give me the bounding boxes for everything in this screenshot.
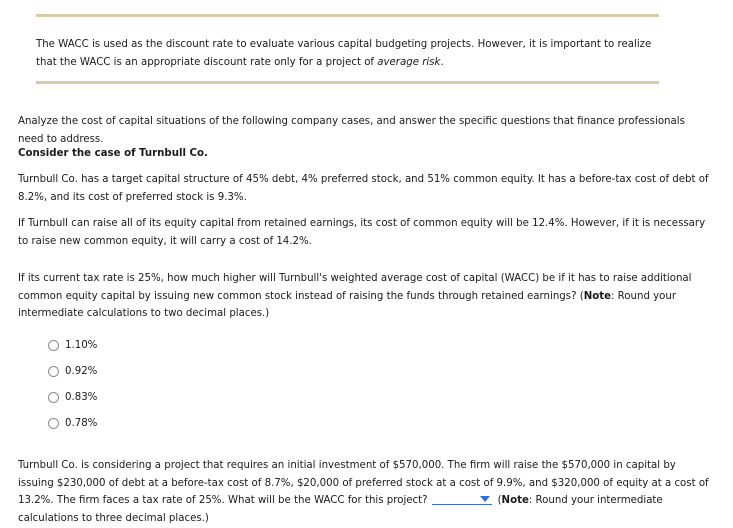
answer-option-label: 0.92% [65,365,98,377]
wacc-answer-dropdown[interactable] [432,493,492,505]
answer-option-1[interactable] [48,338,97,352]
dropdown-arrow-icon[interactable] [480,496,490,502]
note-bottom-rule [36,81,659,84]
radio-button[interactable] [48,340,59,351]
answer-option-label: 1.10% [65,339,98,351]
answer-option-2[interactable] [48,364,97,378]
case-paragraph-equity-cost: If Turnbull can raise all of its equity capital from retained earnings, its cost of common equity will be 12.4%. However, if it is necessary to raise new common equity, it will carry a cost of 14.2%. [18,218,706,247]
answer-option-3[interactable] [48,390,97,404]
wacc-note-text: The WACC is used as the discount rate to evaluate various capital budgeting projects. However, it is important to realize that the WACC is an appropriate discount rate only for a project of average risk. [36,39,652,68]
answer-option-4[interactable] [48,416,97,430]
answer-option-label: 0.83% [65,391,98,403]
note-top-rule [36,14,659,17]
info-note-box [36,14,659,86]
case-heading: Consider the case of Turnbull Co. [18,148,208,159]
question-project-wacc: Turnbull Co. is considering a project that requires an initial investment of $570,000. The firm will raise the $570,000 in capital by issuing $230,000 of debt at a before-tax cost of 8.7%, $20,000 of preferred stock at a cost of 9.9%, and $320,000 of equity at a cost of 13.2%. The firm faces a tax rate of 25%. What will be the WACC for this project? (Note: Round your intermediate calculations to three decimal places.) [18,460,709,524]
radio-button[interactable] [48,392,59,403]
radio-button[interactable] [48,418,59,429]
radio-button[interactable] [48,366,59,377]
answer-option-label: 0.78% [65,417,98,429]
case-paragraph-capital-structure: Turnbull Co. has a target capital structure of 45% debt, 4% preferred stock, and 51% common equity. It has a before-tax cost of debt of 8.2%, and its cost of preferred stock is 9.3%. [18,174,709,203]
average-risk-emphasis: average risk [377,56,441,68]
instructions-text: Analyze the cost of capital situations of the following company cases, and answer the specific questions that finance professionals need to address. [18,116,685,145]
question-wacc-difference: If its current tax rate is 25%, how much higher will Turnbull's weighted average cost of capital (WACC) be if it has to raise additional common equity capital by issuing new common stock instead of raising the funds through retained earnings? (Note: Round your intermediate calculations to two decimal places.) [18,273,692,319]
